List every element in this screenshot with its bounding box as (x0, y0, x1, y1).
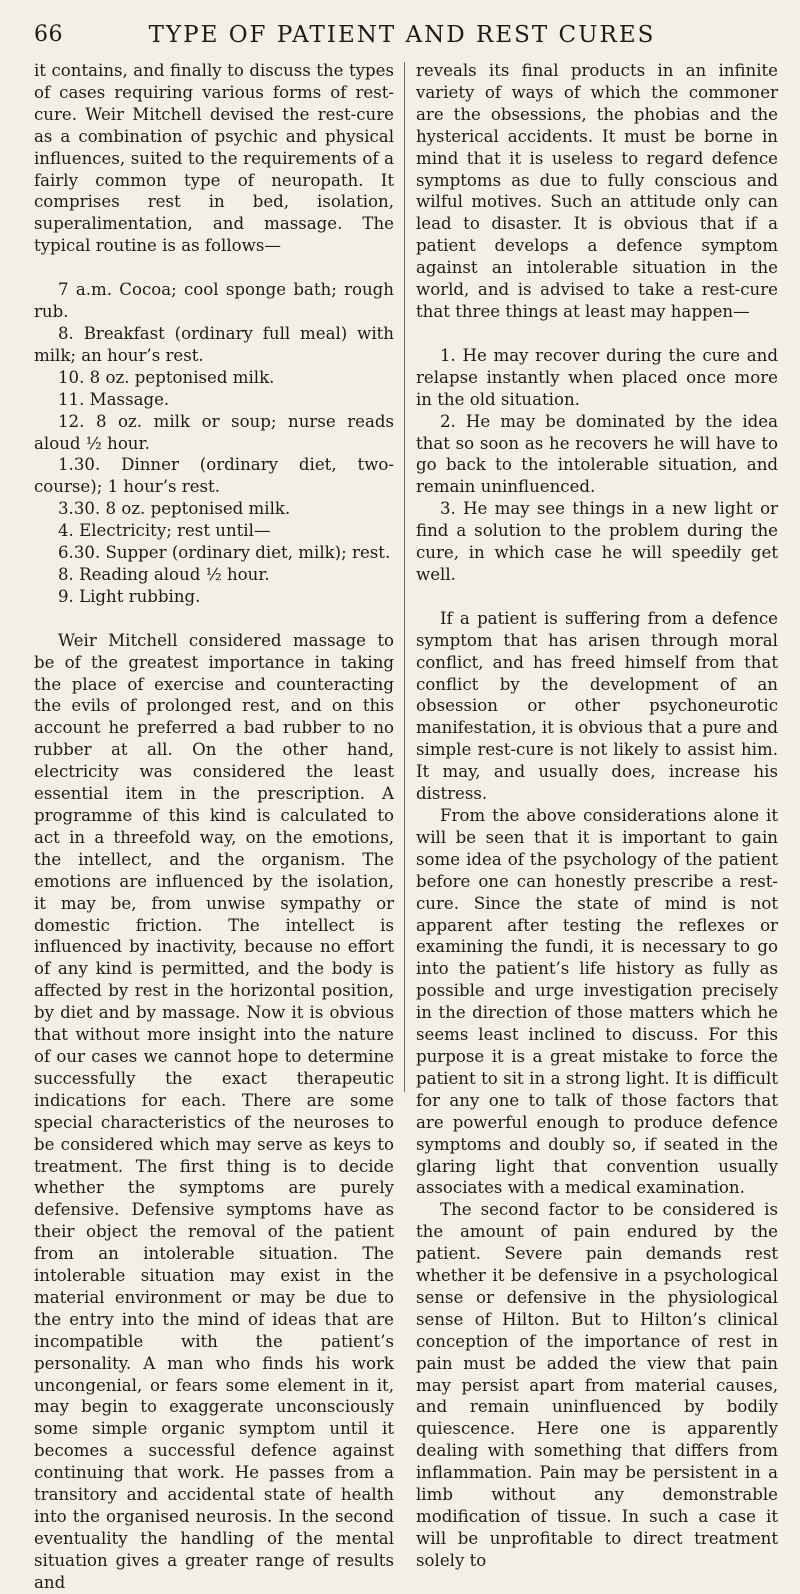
right-intro-paragraph: reveals its final products in an infinite variety of ways of which the commoner are the obsessions, the phobias and the hysterical accidents. It must be borne in mind that it is useless to regard defence symptoms as due to fully conscious and wilful motives. Such an attitude only can lead to disaster. It is obvious that if a patient develops a defence symptom against an intolerable situation in the world, and is advised to take a rest-cure that three things at least may happen— (416, 61, 778, 321)
left-column (34, 60, 394, 1594)
right-paragraph-3: The second factor to be considered is the amount of pain endured by the patient. Severe pain demands rest whether it be defensive in a psychological sense or defensive in the physiological sense of Hilton. But to Hilton’s clinical conception of the importance of rest in pain must be added the view that pain may persist apart from material causes, and remain uninfluenced by bodily quiescence. Here one is apparently dealing with something that differs from inflammation. Pain may be persistent in a limb without any demonstrable modification of tissue. In such a case it will be unprofitable to direct treatment solely to (416, 1200, 778, 1570)
routine-schedule (34, 279, 394, 608)
column-divider (404, 62, 405, 1092)
schedule-item: 7 a.m. Cocoa; cool sponge bath; rough rub. (34, 280, 394, 322)
right-column (416, 60, 778, 1572)
left-intro-paragraph: it contains, and finally to discuss the types of cases requiring various forms of rest-cure. Weir Mitchell devised the rest-cure as a combination of psychic and physical influences, suited to the requirements of a fairly common type of neuropath. It comprises rest in bed, isolation, superalimentation, and massage. The typical routine is as follows— (34, 61, 394, 256)
page-number: 66 (34, 22, 63, 47)
schedule-item: 8. Reading aloud ½ hour. (58, 564, 270, 584)
possibilities-list (416, 345, 778, 586)
schedule-item: 11. Massage. (58, 389, 170, 409)
possibility-item: 2. He may be dominated by the idea that so soon as he recovers he will have to go back to the intolerable situation, and remain uninfluenced. (416, 411, 778, 497)
possibility-item: 3. He may see things in a new light or find a solution to the problem during the cure, in which case he will speedily get well. (416, 499, 778, 584)
schedule-item: 4. Electricity; rest until— (58, 521, 271, 541)
possibility-item: 1. He may recover during the cure and relapse instantly when placed once more in the old situation. (416, 345, 778, 409)
page-header (34, 22, 770, 52)
left-body-paragraph: Weir Mitchell considered massage to be of the greatest importance in taking the place of exercise and counteracting the evils of prolonged rest, and on this account he preferred a bad rubber to no rubber at all. On the other hand, electricity was considered the least essential item in the prescription. A programme of this kind is calculated to act in a threefold way, on the emotions, the intellect, and the organism. The emotions are influenced by the isolation, it may be, from unwise sympathy or domestic friction. The intellect is influenced by inactivity, because no effort of any kind is permitted, and the body is affected by rest in the horizontal position, by diet and by massage. Now it is obvious that without more insight into the nature of our cases we cannot hope to determine successfully the exact therapeutic indications for each. There are some special characteristics of the neuroses to be considered which may serve as keys to treatment. The first thing is to decide whether the symptoms are purely defensive. Defensive symptoms have as their object the removal of the patient from an intolerable situation. The intolerable situation may exist in the material environment or may be due to the entry into the mind of ideas that are incompatible with the patient’s personality. A man who finds his work uncongenial, or fears some element in it, may begin to exaggerate unconsciously some simple organic symptom until it becomes a successful defence against continuing that work. He passes from a transitory and accidental state of health into the organised neurosis. In the second eventuality the handling of the mental situation gives a greater range of results and (34, 630, 394, 1592)
right-paragraph-2: From the above considerations alone it will be seen that it is important to gain some idea of the psychology of the patient before one can honestly prescribe a rest-cure. Since the state of mind is not apparent after testing the reflexes or examining the fundi, it is necessary to go into the patient’s life history as fully as possible and urge investigation precisely in the direction of those matters which he seems least inclined to discuss. For this purpose it is a great mistake to force the patient to sit in a strong light. It is difficult for any one to talk of those factors that are powerful enough to produce defence symptoms and doubly so, if seated in the glaring light that convention usually associates with a medical examination. (416, 806, 778, 1198)
right-paragraph-1: If a patient is suffering from a defence symptom that has arisen through moral conflict, and has freed himself from that conflict by the development of an obsession or other psychoneurotic manifestation, it is obvious that a pure and simple rest-cure is not likely to assist him. It may, and usually does, increase his distress. (416, 608, 778, 804)
schedule-item: 10. 8 oz. peptonised milk. (58, 367, 275, 387)
schedule-item: 6.30. Supper (ordinary diet, milk); rest. (58, 543, 391, 563)
schedule-item: 9. Light rubbing. (58, 586, 201, 606)
schedule-item: 1.30. Dinner (ordinary diet, two-course); 1 hour’s rest. (34, 455, 394, 497)
schedule-item: 12. 8 oz. milk or soup; nurse reads aloud ½ hour. (34, 411, 394, 453)
running-head: TYPE OF PATIENT AND REST CURES (148, 22, 656, 48)
schedule-item: 8. Breakfast (ordinary full meal) with milk; an hour’s rest. (34, 323, 394, 365)
schedule-item: 3.30. 8 oz. peptonised milk. (58, 499, 291, 519)
